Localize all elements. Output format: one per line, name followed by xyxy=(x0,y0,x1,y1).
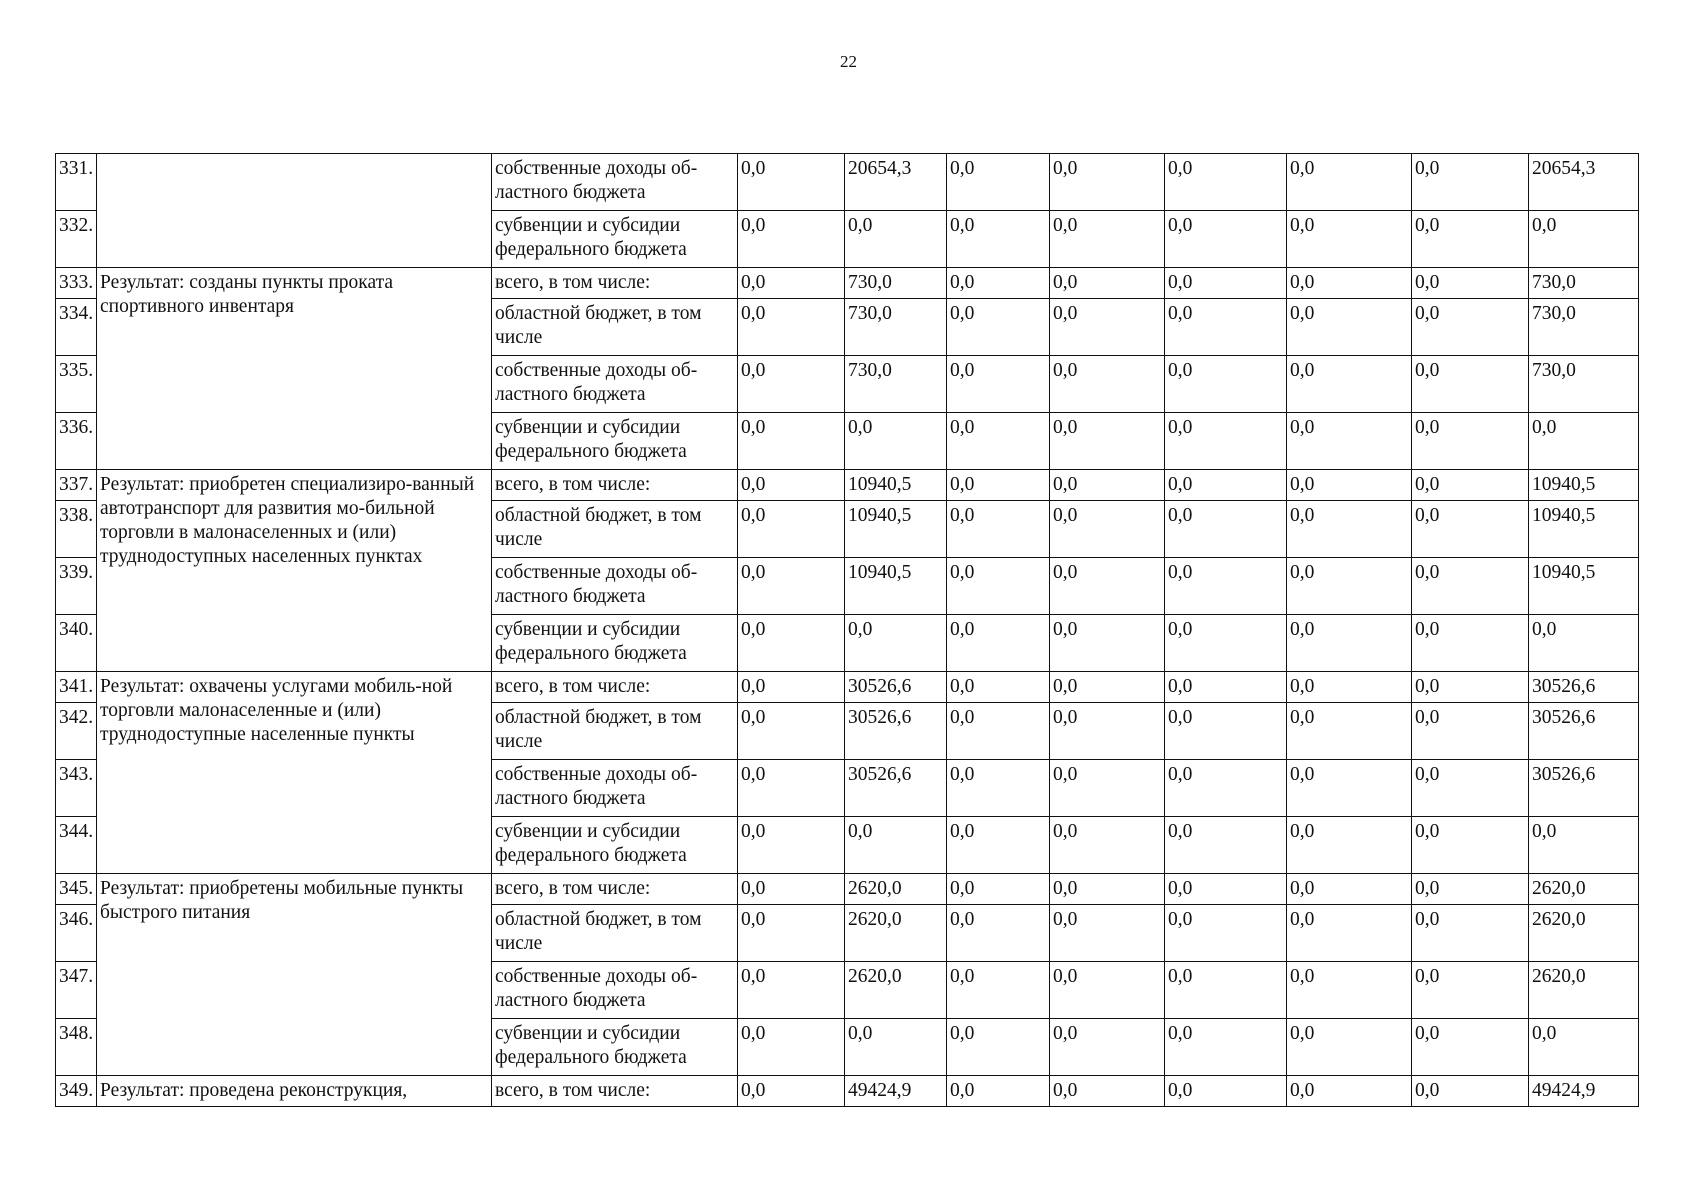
amount-cell: 10940,5 xyxy=(1529,558,1639,615)
amount-cell: 0,0 xyxy=(947,558,1050,615)
amount-cell: 0,0 xyxy=(1165,615,1287,672)
funding-source: субвенции и субсидии федерального бюджета xyxy=(492,211,738,268)
amount-cell: 0,0 xyxy=(1050,299,1165,356)
amount-cell: 0,0 xyxy=(1165,558,1287,615)
amount-cell: 0,0 xyxy=(738,470,845,501)
amount-cell: 0,0 xyxy=(738,501,845,558)
funding-source: всего, в том числе: xyxy=(492,1076,738,1107)
amount-cell: 0,0 xyxy=(1287,672,1412,703)
amount-cell: 0,0 xyxy=(1287,413,1412,470)
row-number: 336. xyxy=(56,413,97,470)
amount-cell: 0,0 xyxy=(947,154,1050,211)
amount-cell: 0,0 xyxy=(1287,356,1412,413)
row-number: 337. xyxy=(56,470,97,501)
funding-source: субвенции и субсидии федерального бюджета xyxy=(492,1019,738,1076)
amount-cell: 0,0 xyxy=(1287,558,1412,615)
amount-cell: 10940,5 xyxy=(1529,470,1639,501)
funding-source: собственные доходы об-ластного бюджета xyxy=(492,356,738,413)
amount-cell: 30526,6 xyxy=(1529,760,1639,817)
amount-cell: 0,0 xyxy=(1412,874,1529,905)
amount-cell: 0,0 xyxy=(1050,615,1165,672)
funding-source: областной бюджет, в том числе xyxy=(492,501,738,558)
amount-cell: 0,0 xyxy=(738,154,845,211)
amount-cell: 0,0 xyxy=(738,874,845,905)
amount-cell: 0,0 xyxy=(947,470,1050,501)
table-row xyxy=(56,672,1639,703)
amount-cell: 0,0 xyxy=(738,962,845,1019)
amount-cell: 0,0 xyxy=(1050,470,1165,501)
amount-cell: 0,0 xyxy=(947,299,1050,356)
amount-cell: 0,0 xyxy=(1287,268,1412,299)
amount-cell: 0,0 xyxy=(947,817,1050,874)
amount-cell: 0,0 xyxy=(1165,1019,1287,1076)
amount-cell: 2620,0 xyxy=(1529,905,1639,962)
amount-cell: 0,0 xyxy=(738,905,845,962)
amount-cell: 30526,6 xyxy=(1529,703,1639,760)
amount-cell: 0,0 xyxy=(738,558,845,615)
amount-cell: 0,0 xyxy=(1412,615,1529,672)
amount-cell: 0,0 xyxy=(738,703,845,760)
amount-cell: 0,0 xyxy=(1165,874,1287,905)
amount-cell: 2620,0 xyxy=(1529,874,1639,905)
amount-cell: 0,0 xyxy=(1050,905,1165,962)
amount-cell: 30526,6 xyxy=(845,672,947,703)
row-number: 333. xyxy=(56,268,97,299)
amount-cell: 0,0 xyxy=(1287,703,1412,760)
funding-source: субвенции и субсидии федерального бюджета xyxy=(492,413,738,470)
amount-cell: 0,0 xyxy=(1529,1019,1639,1076)
result-description xyxy=(97,154,492,268)
row-number: 349. xyxy=(56,1076,97,1107)
amount-cell: 0,0 xyxy=(947,615,1050,672)
amount-cell: 0,0 xyxy=(947,211,1050,268)
amount-cell: 730,0 xyxy=(1529,268,1639,299)
amount-cell: 0,0 xyxy=(1165,672,1287,703)
result-description: Результат: приобретен специализиро-ванный автотранспорт для развития мо-бильной торговли в малонаселенных и (или) труднодоступных населенных пунктах xyxy=(97,470,492,672)
amount-cell: 0,0 xyxy=(738,760,845,817)
amount-cell: 0,0 xyxy=(947,1019,1050,1076)
table-row xyxy=(56,874,1639,905)
table-row xyxy=(56,1076,1639,1107)
amount-cell: 0,0 xyxy=(1412,817,1529,874)
amount-cell: 0,0 xyxy=(947,703,1050,760)
amount-cell: 20654,3 xyxy=(1529,154,1639,211)
amount-cell: 0,0 xyxy=(1412,962,1529,1019)
funding-source: собственные доходы об-ластного бюджета xyxy=(492,962,738,1019)
amount-cell: 0,0 xyxy=(1287,501,1412,558)
page-number: 22 xyxy=(840,52,857,71)
funding-source: областной бюджет, в том числе xyxy=(492,299,738,356)
amount-cell: 0,0 xyxy=(1529,615,1639,672)
amount-cell: 0,0 xyxy=(845,1019,947,1076)
amount-cell: 10940,5 xyxy=(845,501,947,558)
amount-cell: 0,0 xyxy=(1287,211,1412,268)
amount-cell: 0,0 xyxy=(1412,905,1529,962)
amount-cell: 0,0 xyxy=(845,615,947,672)
row-number: 338. xyxy=(56,501,97,558)
amount-cell: 0,0 xyxy=(1050,268,1165,299)
amount-cell: 0,0 xyxy=(845,413,947,470)
amount-cell: 30526,6 xyxy=(1529,672,1639,703)
amount-cell: 2620,0 xyxy=(845,962,947,1019)
amount-cell: 0,0 xyxy=(1412,356,1529,413)
amount-cell: 0,0 xyxy=(738,615,845,672)
row-number: 346. xyxy=(56,905,97,962)
amount-cell: 730,0 xyxy=(845,299,947,356)
funding-source: субвенции и субсидии федерального бюджета xyxy=(492,817,738,874)
result-description: Результат: проведена реконструкция, xyxy=(97,1076,492,1107)
amount-cell: 0,0 xyxy=(1050,1076,1165,1107)
funding-source: собственные доходы об-ластного бюджета xyxy=(492,558,738,615)
amount-cell: 0,0 xyxy=(1165,413,1287,470)
amount-cell: 0,0 xyxy=(738,817,845,874)
funding-source: собственные доходы об-ластного бюджета xyxy=(492,154,738,211)
amount-cell: 0,0 xyxy=(1165,356,1287,413)
amount-cell: 0,0 xyxy=(1050,874,1165,905)
amount-cell: 0,0 xyxy=(1165,703,1287,760)
row-number: 335. xyxy=(56,356,97,413)
amount-cell: 0,0 xyxy=(1412,470,1529,501)
amount-cell: 0,0 xyxy=(738,299,845,356)
amount-cell: 49424,9 xyxy=(1529,1076,1639,1107)
amount-cell: 0,0 xyxy=(1165,760,1287,817)
amount-cell: 30526,6 xyxy=(845,760,947,817)
amount-cell: 0,0 xyxy=(1412,211,1529,268)
amount-cell: 0,0 xyxy=(738,413,845,470)
amount-cell: 0,0 xyxy=(947,413,1050,470)
amount-cell: 0,0 xyxy=(1287,1019,1412,1076)
row-number: 348. xyxy=(56,1019,97,1076)
amount-cell: 730,0 xyxy=(845,268,947,299)
amount-cell: 0,0 xyxy=(1412,501,1529,558)
funding-source: областной бюджет, в том числе xyxy=(492,905,738,962)
amount-cell: 0,0 xyxy=(1165,154,1287,211)
amount-cell: 0,0 xyxy=(1529,817,1639,874)
amount-cell: 0,0 xyxy=(738,268,845,299)
funding-source: всего, в том числе: xyxy=(492,470,738,501)
amount-cell: 0,0 xyxy=(1529,211,1639,268)
amount-cell: 20654,3 xyxy=(845,154,947,211)
amount-cell: 0,0 xyxy=(1287,1076,1412,1107)
amount-cell: 0,0 xyxy=(947,962,1050,1019)
row-number: 332. xyxy=(56,211,97,268)
funding-source: собственные доходы об-ластного бюджета xyxy=(492,760,738,817)
amount-cell: 0,0 xyxy=(1050,1019,1165,1076)
amount-cell: 0,0 xyxy=(947,501,1050,558)
amount-cell: 730,0 xyxy=(1529,299,1639,356)
row-number: 339. xyxy=(56,558,97,615)
amount-cell: 0,0 xyxy=(1050,760,1165,817)
row-number: 347. xyxy=(56,962,97,1019)
amount-cell: 0,0 xyxy=(738,356,845,413)
amount-cell: 0,0 xyxy=(845,817,947,874)
amount-cell: 0,0 xyxy=(1287,154,1412,211)
amount-cell: 0,0 xyxy=(1287,905,1412,962)
result-description: Результат: созданы пункты проката спортивного инвентаря xyxy=(97,268,492,470)
amount-cell: 0,0 xyxy=(738,672,845,703)
amount-cell: 0,0 xyxy=(1287,615,1412,672)
amount-cell: 0,0 xyxy=(947,760,1050,817)
amount-cell: 0,0 xyxy=(1287,470,1412,501)
amount-cell: 0,0 xyxy=(947,874,1050,905)
row-number: 342. xyxy=(56,703,97,760)
amount-cell: 0,0 xyxy=(1165,962,1287,1019)
amount-cell: 0,0 xyxy=(947,1076,1050,1107)
amount-cell: 0,0 xyxy=(1287,760,1412,817)
amount-cell: 0,0 xyxy=(1287,962,1412,1019)
row-number: 334. xyxy=(56,299,97,356)
result-description: Результат: охвачены услугами мобиль-ной торговли малонаселенные и (или) труднодоступные населенные пункты xyxy=(97,672,492,874)
funding-source: всего, в том числе: xyxy=(492,672,738,703)
amount-cell: 0,0 xyxy=(1287,874,1412,905)
amount-cell: 0,0 xyxy=(1165,1076,1287,1107)
amount-cell: 0,0 xyxy=(1412,268,1529,299)
amount-cell: 730,0 xyxy=(1529,356,1639,413)
amount-cell: 2620,0 xyxy=(845,905,947,962)
amount-cell: 0,0 xyxy=(1412,299,1529,356)
row-number: 345. xyxy=(56,874,97,905)
amount-cell: 0,0 xyxy=(1165,817,1287,874)
amount-cell: 0,0 xyxy=(1529,413,1639,470)
amount-cell: 0,0 xyxy=(1050,672,1165,703)
amount-cell: 2620,0 xyxy=(1529,962,1639,1019)
amount-cell: 10940,5 xyxy=(845,470,947,501)
table-row xyxy=(56,470,1639,501)
amount-cell: 0,0 xyxy=(1050,501,1165,558)
amount-cell: 0,0 xyxy=(1412,1076,1529,1107)
amount-cell: 0,0 xyxy=(1165,299,1287,356)
amount-cell: 2620,0 xyxy=(845,874,947,905)
amount-cell: 0,0 xyxy=(738,211,845,268)
funding-source: всего, в том числе: xyxy=(492,874,738,905)
amount-cell: 0,0 xyxy=(1287,817,1412,874)
row-number: 331. xyxy=(56,154,97,211)
budget-table xyxy=(55,153,1639,1107)
row-number: 340. xyxy=(56,615,97,672)
amount-cell: 0,0 xyxy=(1050,962,1165,1019)
funding-source: субвенции и субсидии федерального бюджета xyxy=(492,615,738,672)
amount-cell: 0,0 xyxy=(1412,703,1529,760)
amount-cell: 0,0 xyxy=(1165,268,1287,299)
amount-cell: 0,0 xyxy=(1050,817,1165,874)
amount-cell: 0,0 xyxy=(947,268,1050,299)
amount-cell: 0,0 xyxy=(845,211,947,268)
amount-cell: 0,0 xyxy=(1165,501,1287,558)
amount-cell: 0,0 xyxy=(1287,299,1412,356)
amount-cell: 0,0 xyxy=(1165,905,1287,962)
table-body xyxy=(56,154,1639,1107)
amount-cell: 0,0 xyxy=(1412,760,1529,817)
result-description: Результат: приобретены мобильные пункты быстрого питания xyxy=(97,874,492,1076)
amount-cell: 0,0 xyxy=(1412,413,1529,470)
amount-cell: 0,0 xyxy=(1050,703,1165,760)
amount-cell: 0,0 xyxy=(1165,211,1287,268)
amount-cell: 0,0 xyxy=(1412,1019,1529,1076)
amount-cell: 0,0 xyxy=(1050,413,1165,470)
funding-source: областной бюджет, в том числе xyxy=(492,703,738,760)
amount-cell: 0,0 xyxy=(1050,211,1165,268)
amount-cell: 0,0 xyxy=(947,356,1050,413)
amount-cell: 0,0 xyxy=(947,672,1050,703)
amount-cell: 30526,6 xyxy=(845,703,947,760)
amount-cell: 0,0 xyxy=(1412,672,1529,703)
funding-source: всего, в том числе: xyxy=(492,268,738,299)
amount-cell: 0,0 xyxy=(738,1019,845,1076)
table-row xyxy=(56,268,1639,299)
amount-cell: 0,0 xyxy=(1050,356,1165,413)
amount-cell: 0,0 xyxy=(947,905,1050,962)
table-row xyxy=(56,154,1639,211)
amount-cell: 49424,9 xyxy=(845,1076,947,1107)
row-number: 341. xyxy=(56,672,97,703)
amount-cell: 0,0 xyxy=(1050,154,1165,211)
amount-cell: 0,0 xyxy=(1412,558,1529,615)
amount-cell: 730,0 xyxy=(845,356,947,413)
row-number: 343. xyxy=(56,760,97,817)
amount-cell: 0,0 xyxy=(738,1076,845,1107)
amount-cell: 0,0 xyxy=(1050,558,1165,615)
amount-cell: 10940,5 xyxy=(1529,501,1639,558)
row-number: 344. xyxy=(56,817,97,874)
amount-cell: 0,0 xyxy=(1165,470,1287,501)
amount-cell: 10940,5 xyxy=(845,558,947,615)
amount-cell: 0,0 xyxy=(1412,154,1529,211)
